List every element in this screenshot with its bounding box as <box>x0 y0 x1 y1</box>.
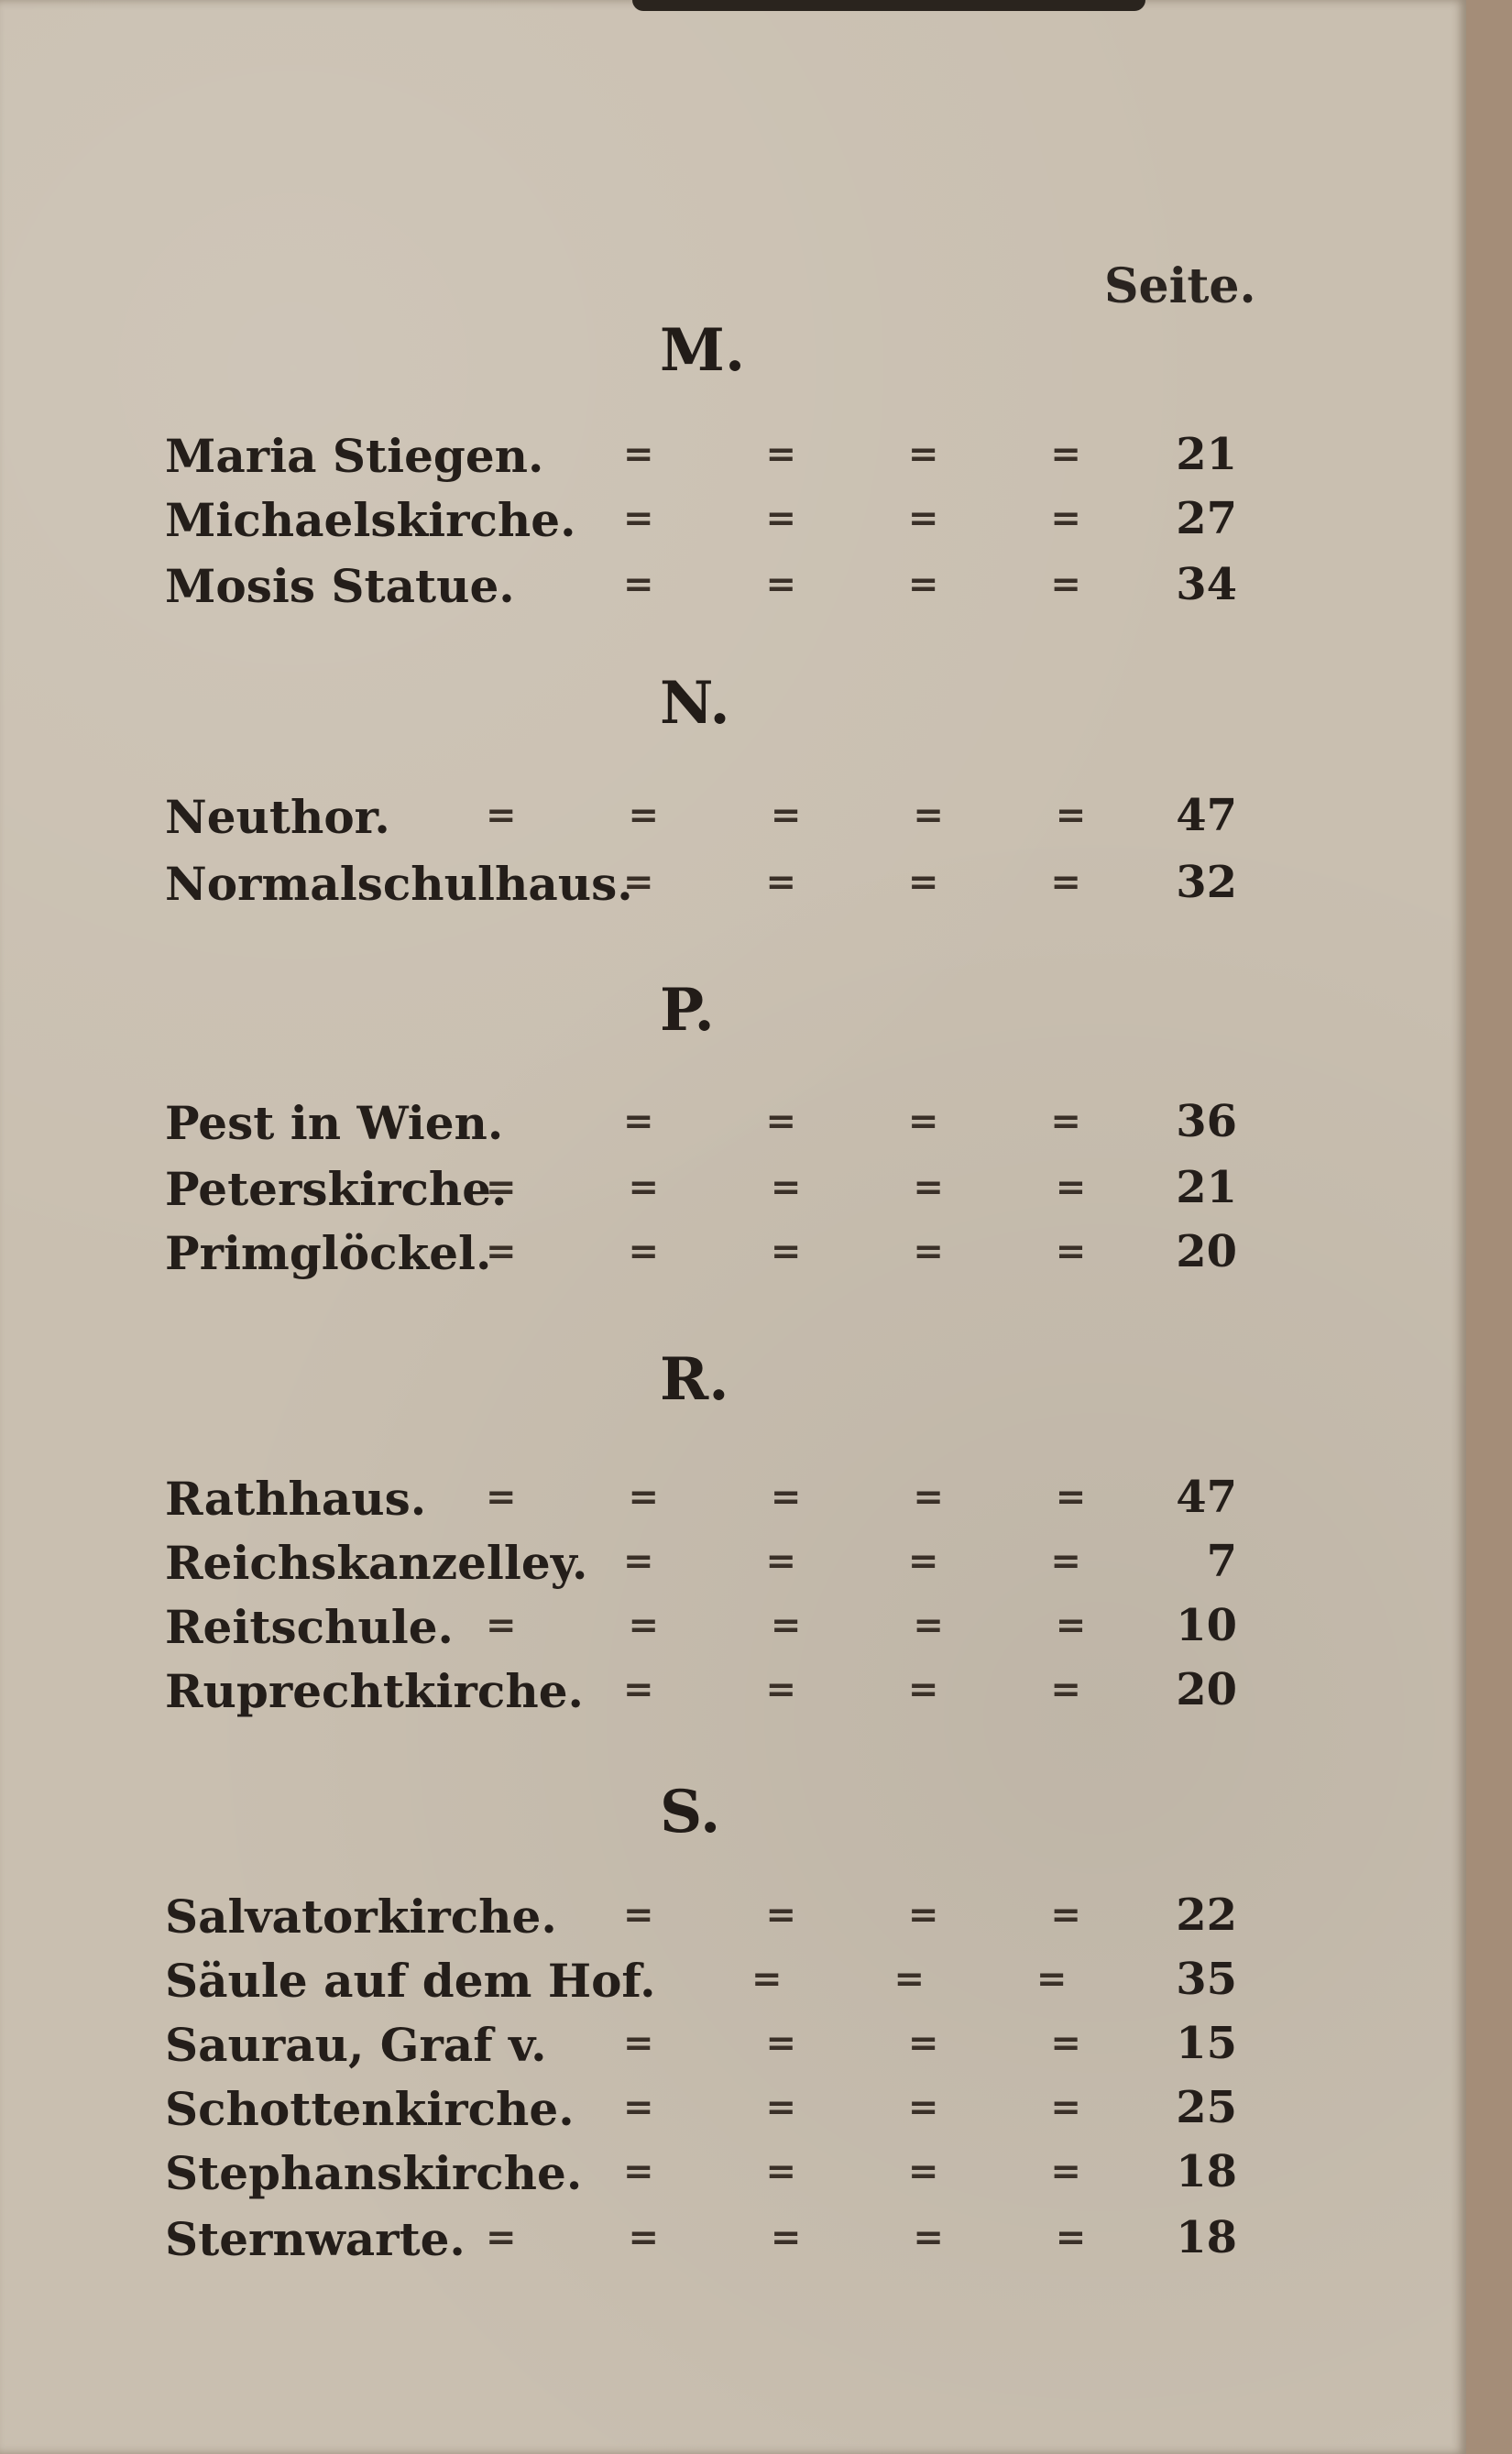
index-entry <box>165 559 1237 623</box>
entry-page-number: 47 <box>1176 790 1237 841</box>
entry-leaders: = = = = <box>623 433 1081 476</box>
entry-page-number: 7 <box>1206 1536 1237 1587</box>
index-entry <box>165 2018 1237 2082</box>
entry-name: Reichskanzelley. <box>165 1536 588 1590</box>
entry-page-number: 10 <box>1176 1600 1237 1651</box>
entry-leaders: = = = = <box>623 563 1081 606</box>
entry-leaders: = = = = <box>623 1539 1081 1583</box>
entry-leaders: = = = = <box>623 1893 1081 1936</box>
entry-name: Pest in Wien. <box>165 1096 504 1150</box>
entry-name: Schottenkirche. <box>165 2082 575 2136</box>
entry-leaders: = = = = <box>623 860 1081 904</box>
entry-page-number: 15 <box>1176 2018 1237 2069</box>
index-entry <box>165 1162 1237 1226</box>
entry-leaders: = = = = = <box>486 1475 1087 1518</box>
entry-leaders: = = = = = <box>486 1604 1087 1647</box>
scan-edge-shadow <box>632 0 1145 11</box>
entry-page-number: 27 <box>1176 493 1237 544</box>
index-entry <box>165 1664 1237 1728</box>
entry-leaders: = = = = <box>623 1668 1081 1711</box>
entry-page-number: 20 <box>1176 1226 1237 1277</box>
index-entry <box>165 2082 1237 2146</box>
entry-page-number: 32 <box>1176 857 1237 908</box>
entry-leaders: = = = <box>751 1957 1068 2000</box>
entry-leaders: = = = = <box>623 2150 1081 2193</box>
entry-page-number: 21 <box>1176 1162 1237 1213</box>
entry-leaders: = = = = = <box>486 794 1087 837</box>
index-entry <box>165 790 1237 854</box>
entry-page-number: 34 <box>1176 559 1237 610</box>
entry-name: Ruprechtkirche. <box>165 1664 584 1718</box>
index-entry <box>165 1226 1237 1290</box>
entry-page-number: 47 <box>1176 1472 1237 1523</box>
entry-page-number: 21 <box>1176 429 1237 480</box>
entry-name: Neuthor. <box>165 790 390 844</box>
entry-page-number: 18 <box>1176 2212 1237 2263</box>
entry-name: Stephanskirche. <box>165 2146 583 2200</box>
index-entry <box>165 1096 1237 1160</box>
entry-name: Salvatorkirche. <box>165 1890 557 1944</box>
entry-leaders: = = = = <box>623 1100 1081 1143</box>
entry-name: Normalschulhaus. <box>165 857 633 911</box>
index-entry <box>165 1472 1237 1536</box>
entry-name: Sternwarte. <box>165 2212 466 2266</box>
index-entry <box>165 493 1237 557</box>
index-entry <box>165 1600 1237 1664</box>
section-letter-s: S. <box>660 1778 721 1846</box>
entry-leaders: = = = = = <box>486 1166 1087 1209</box>
entry-name: Peterskirche. <box>165 1162 508 1216</box>
index-entry <box>165 2212 1237 2276</box>
entry-leaders: = = = = <box>623 497 1081 540</box>
entry-name: Michaelskirche. <box>165 493 576 547</box>
entry-name: Rathhaus. <box>165 1472 427 1526</box>
section-letter-n: N. <box>660 669 730 738</box>
page-column-header: Seite. <box>1104 258 1256 314</box>
entry-name: Reitschule. <box>165 1600 454 1654</box>
section-letter-m: M. <box>660 316 746 385</box>
entry-page-number: 18 <box>1176 2146 1237 2197</box>
index-entry <box>165 2146 1237 2210</box>
entry-name: Säule auf dem Hof. <box>165 1954 656 2008</box>
entry-name: Mosis Statue. <box>165 559 515 613</box>
index-entry <box>165 1954 1237 2018</box>
entry-name: Primglöckel. <box>165 1226 492 1280</box>
entry-page-number: 20 <box>1176 1664 1237 1715</box>
section-letter-p: P. <box>660 976 715 1045</box>
entry-page-number: 25 <box>1176 2082 1237 2133</box>
entry-leaders: = = = = <box>623 2021 1081 2065</box>
index-entry <box>165 429 1237 493</box>
entry-leaders: = = = = = <box>486 2216 1087 2259</box>
entry-page-number: 36 <box>1176 1096 1237 1147</box>
entry-name: Saurau, Graf v. <box>165 2018 547 2072</box>
entry-page-number: 35 <box>1176 1954 1237 2005</box>
index-entry <box>165 1890 1237 1954</box>
section-letter-r: R. <box>660 1345 729 1414</box>
entry-leaders: = = = = = <box>486 1230 1087 1273</box>
index-entry <box>165 1536 1237 1600</box>
index-entry <box>165 857 1237 921</box>
entry-leaders: = = = = <box>623 2086 1081 2129</box>
entry-page-number: 22 <box>1176 1890 1237 1941</box>
entry-name: Maria Stiegen. <box>165 429 544 483</box>
